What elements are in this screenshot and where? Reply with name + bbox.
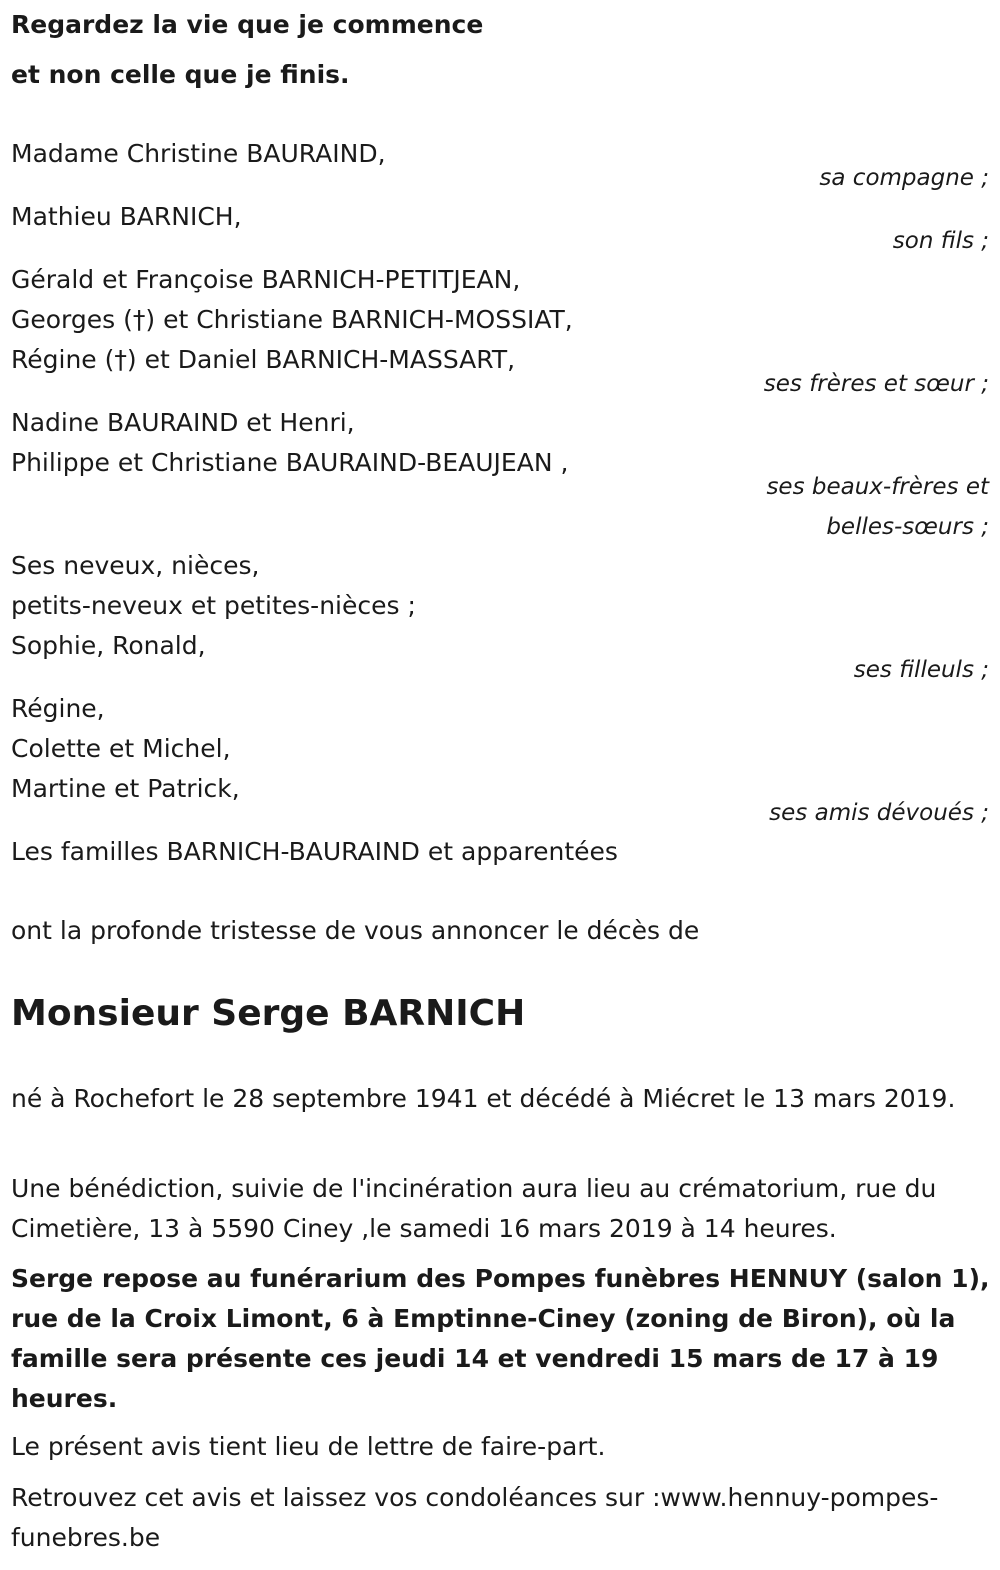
families-line: Les familles BARNICH-BAURAIND et apparentées xyxy=(11,837,618,866)
nephews-line-1: Ses neveux, nièces, xyxy=(11,551,260,580)
friend-name: Régine, xyxy=(11,694,105,723)
sibling-name: Gérald et Françoise BARNICH-PETITJEAN, xyxy=(11,265,521,294)
godchildren-relation: ses filleuls ; xyxy=(853,657,989,683)
epigraph-line-1: Regardez la vie que je commence xyxy=(11,10,484,39)
sibling-name: Georges (†) et Christiane BARNICH-MOSSIAT, xyxy=(11,305,573,334)
condolences-text: Retrouvez cet avis et laissez vos condoléances sur :www.hennuy-pompes-funebres.be xyxy=(11,1483,939,1552)
deceased-name: Monsieur Serge BARNICH xyxy=(11,993,526,1034)
announcement-text: ont la profonde tristesse de vous annoncer le décès de xyxy=(11,916,700,945)
birth-death-text: né à Rochefort le 28 septembre 1941 et décédé à Miécret le 13 mars 2019. xyxy=(11,1084,956,1113)
companion-relation: sa compagne ; xyxy=(819,165,989,191)
son-relation: son fils ; xyxy=(892,228,989,254)
in-laws-relation-line-2: belles-sœurs ; xyxy=(826,514,989,540)
godchildren-names: Sophie, Ronald, xyxy=(11,631,206,660)
ceremony-text: Une bénédiction, suivie de l'incinération aura lieu au crématorium, rue du Cimetière, 13 à 5590 Ciney ,le samedi 16 mars 2019 à 14 heures. xyxy=(11,1174,937,1243)
friends-relation: ses amis dévoués ; xyxy=(769,800,989,826)
in-law-name: Nadine BAURAIND et Henri, xyxy=(11,408,355,437)
siblings-relation: ses frères et sœur ; xyxy=(763,371,989,397)
son-name: Mathieu BARNICH, xyxy=(11,202,242,231)
in-laws-relation-line-1: ses beaux-frères et xyxy=(766,474,989,500)
sibling-name: Régine (†) et Daniel BARNICH-MASSART, xyxy=(11,345,516,374)
visitation-text: Serge repose au funérarium des Pompes funèbres HENNUY (salon 1), rue de la Croix Limont, 6 à Emptinne-Ciney (zoning de Biron), où la famille sera présente ces jeudi 14 et vendredi 15 mars de 17 à 19 heures. xyxy=(11,1264,990,1413)
friend-name: Colette et Michel, xyxy=(11,734,231,763)
epigraph-line-2: et non celle que je finis. xyxy=(11,60,350,89)
notice-text: Le présent avis tient lieu de lettre de faire-part. xyxy=(11,1432,606,1461)
nephews-line-2: petits-neveux et petites-nièces ; xyxy=(11,591,416,620)
in-law-name: Philippe et Christiane BAURAIND-BEAUJEAN , xyxy=(11,448,569,477)
companion-name: Madame Christine BAURAIND, xyxy=(11,139,386,168)
friend-name: Martine et Patrick, xyxy=(11,774,240,803)
